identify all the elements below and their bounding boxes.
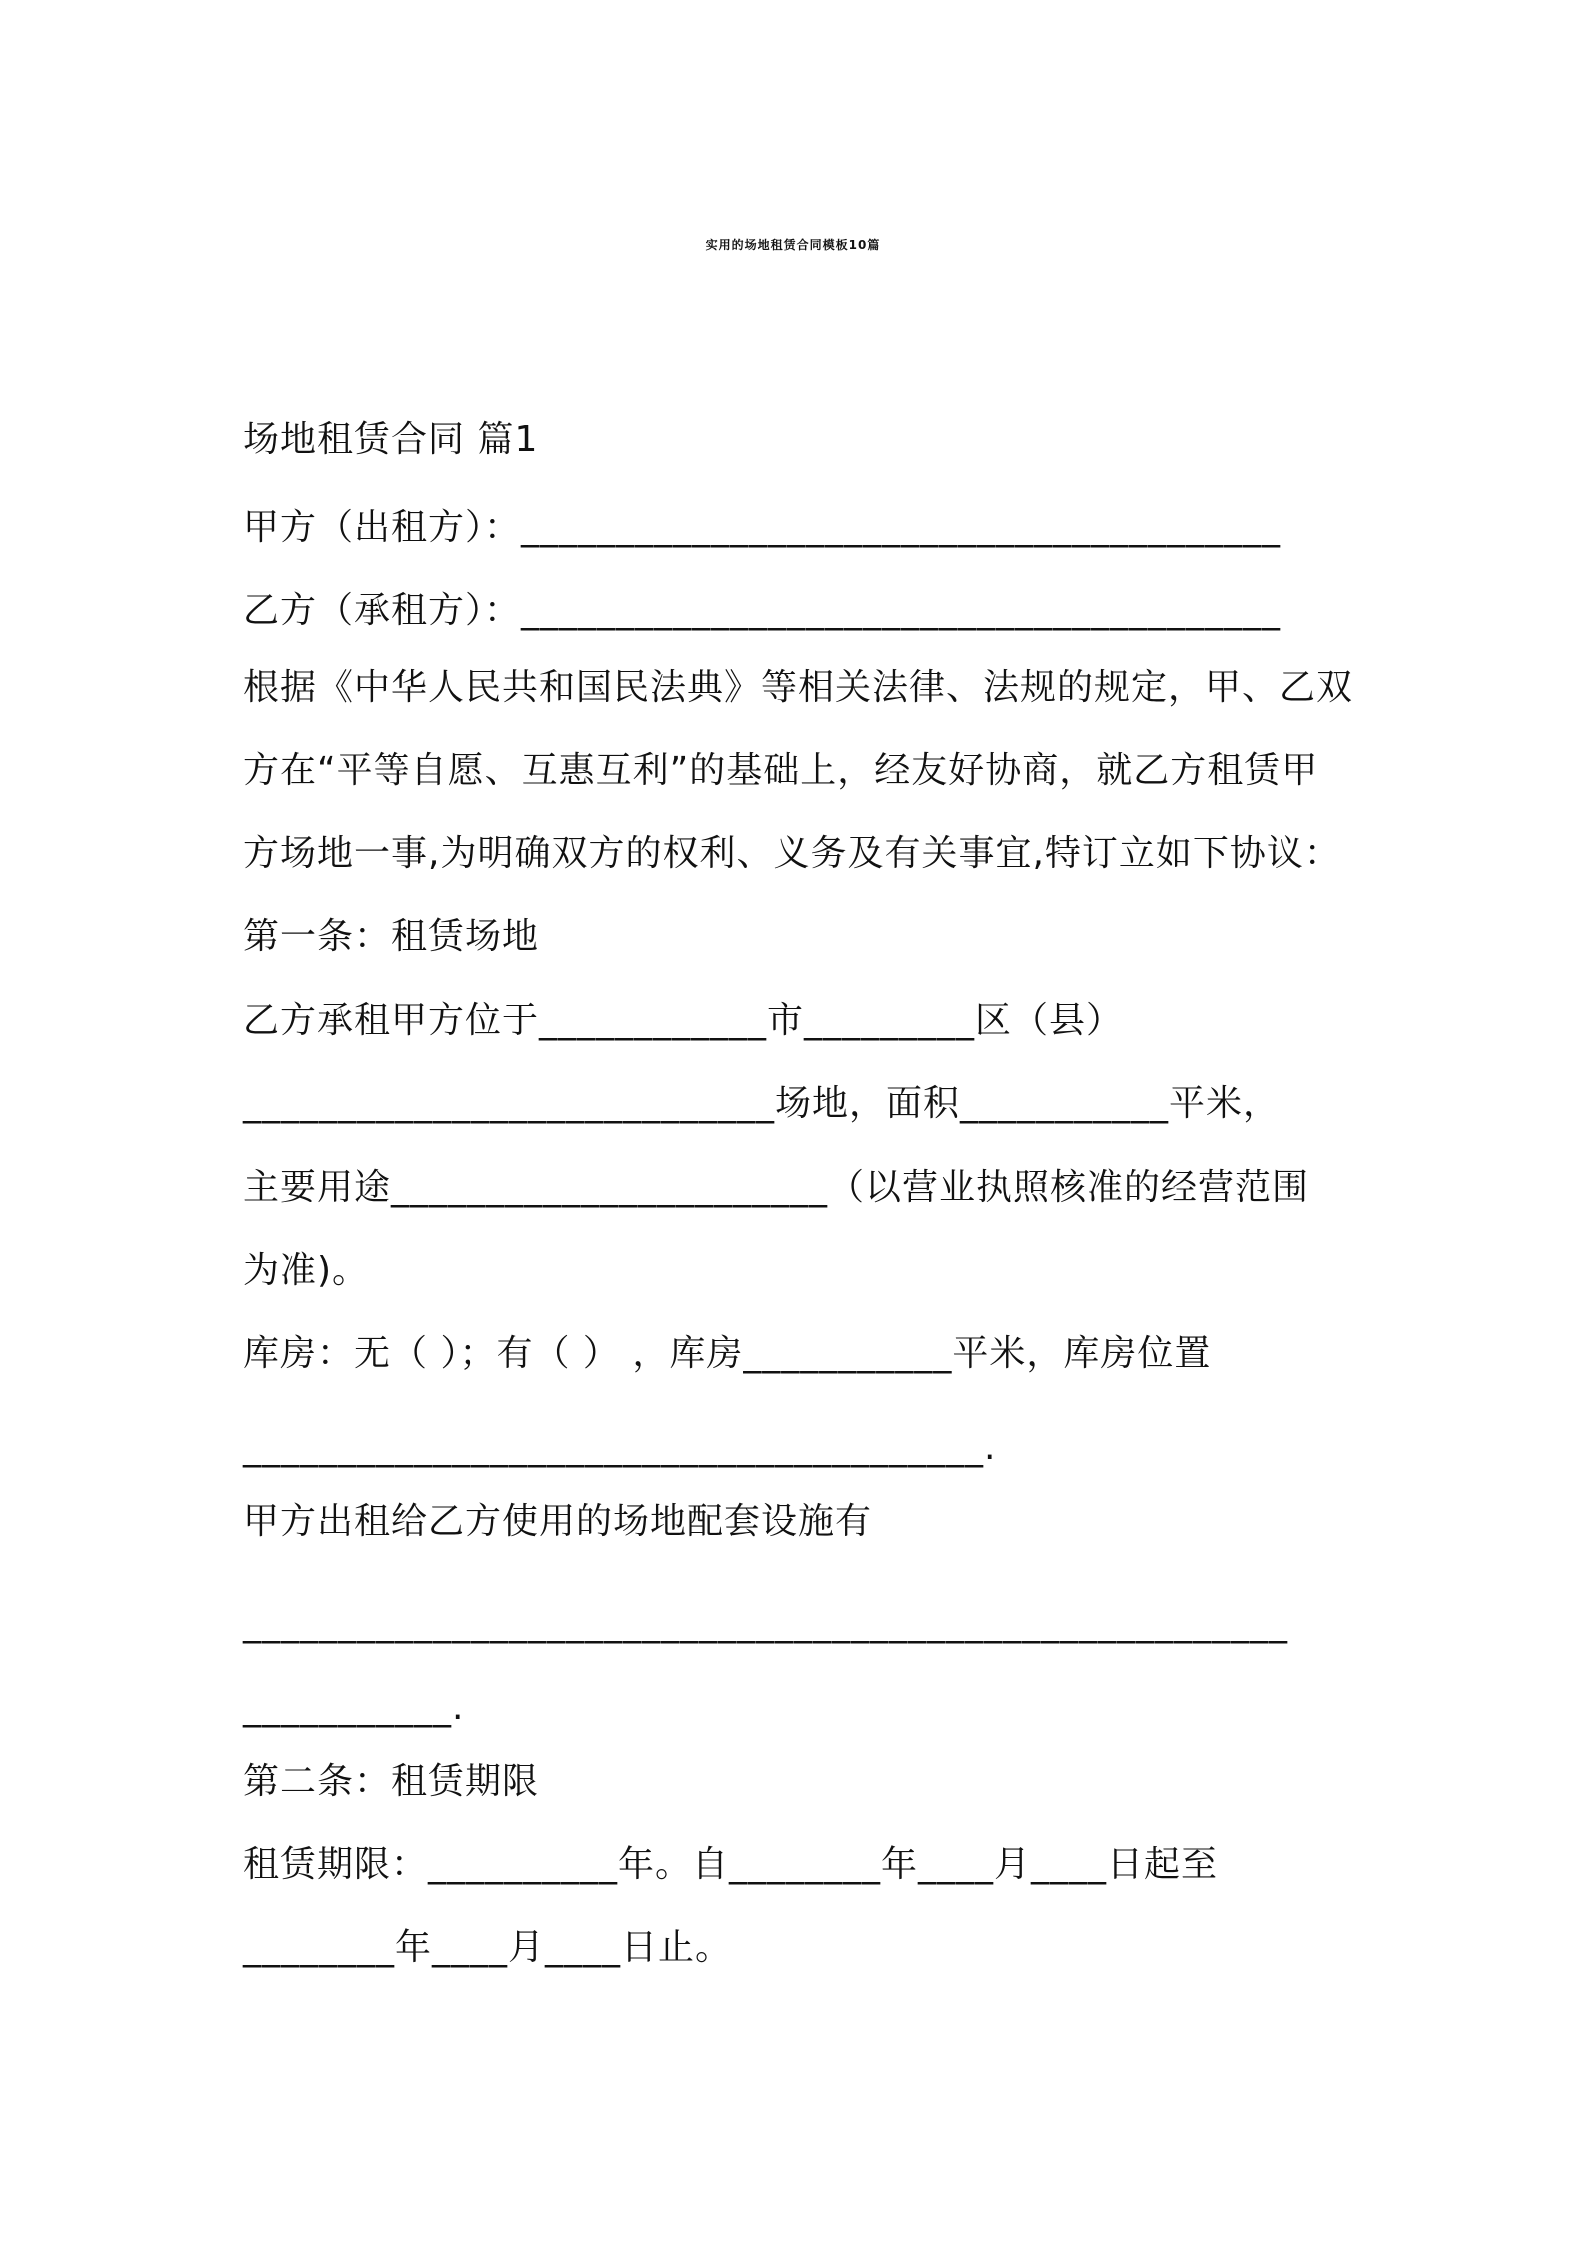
section-heading-1: 场地租赁合同 篇1 xyxy=(243,419,539,460)
warehouse-location-line: _______________________________________. xyxy=(243,1427,997,1468)
article-1-heading: 第一条：租赁场地 xyxy=(243,916,540,957)
facilities-blank-line-1: _______________________________________________________ xyxy=(243,1603,1288,1644)
warehouse-line: 库房：无（ ）；有（ ） ，库房___________平米，库房位置 xyxy=(243,1333,1212,1374)
document-title: 实用的场地租赁合同模板10篇 xyxy=(705,238,881,252)
lease-term-line-1: 租赁期限：__________年。自________年____月____日起至 xyxy=(243,1844,1219,1885)
article-1-line-4: 为准)。 xyxy=(243,1250,370,1291)
article-2-heading: 第二条：租赁期限 xyxy=(243,1761,540,1802)
party-a-line: 甲方（出租方）：________________________________________ xyxy=(243,507,1282,548)
preamble-line-3: 方场地一事,为明确双方的权利、义务及有关事宜,特订立如下协议： xyxy=(243,833,1341,874)
preamble-line-2: 方在“平等自愿、互惠互利”的基础上，经友好协商，就乙方租赁甲 xyxy=(243,750,1319,791)
article-1-line-2: ____________________________场地，面积___________平米， xyxy=(243,1083,1281,1124)
facilities-line: 甲方出租给乙方使用的场地配套设施有 xyxy=(243,1501,873,1542)
lease-term-line-2: ________年____月____日止。 xyxy=(243,1927,733,1968)
article-1-line-1: 乙方承租甲方位于____________市_________区（县） xyxy=(243,1000,1124,1041)
facilities-blank-line-2: ___________. xyxy=(243,1687,465,1728)
party-b-line: 乙方（承租方）：________________________________________ xyxy=(243,590,1282,631)
preamble-line-1: 根据《中华人民共和国民法典》等相关法律、法规的规定，甲、乙双 xyxy=(243,667,1354,708)
article-1-line-3: 主要用途_______________________（以营业执照核准的经营范围 xyxy=(243,1167,1310,1208)
